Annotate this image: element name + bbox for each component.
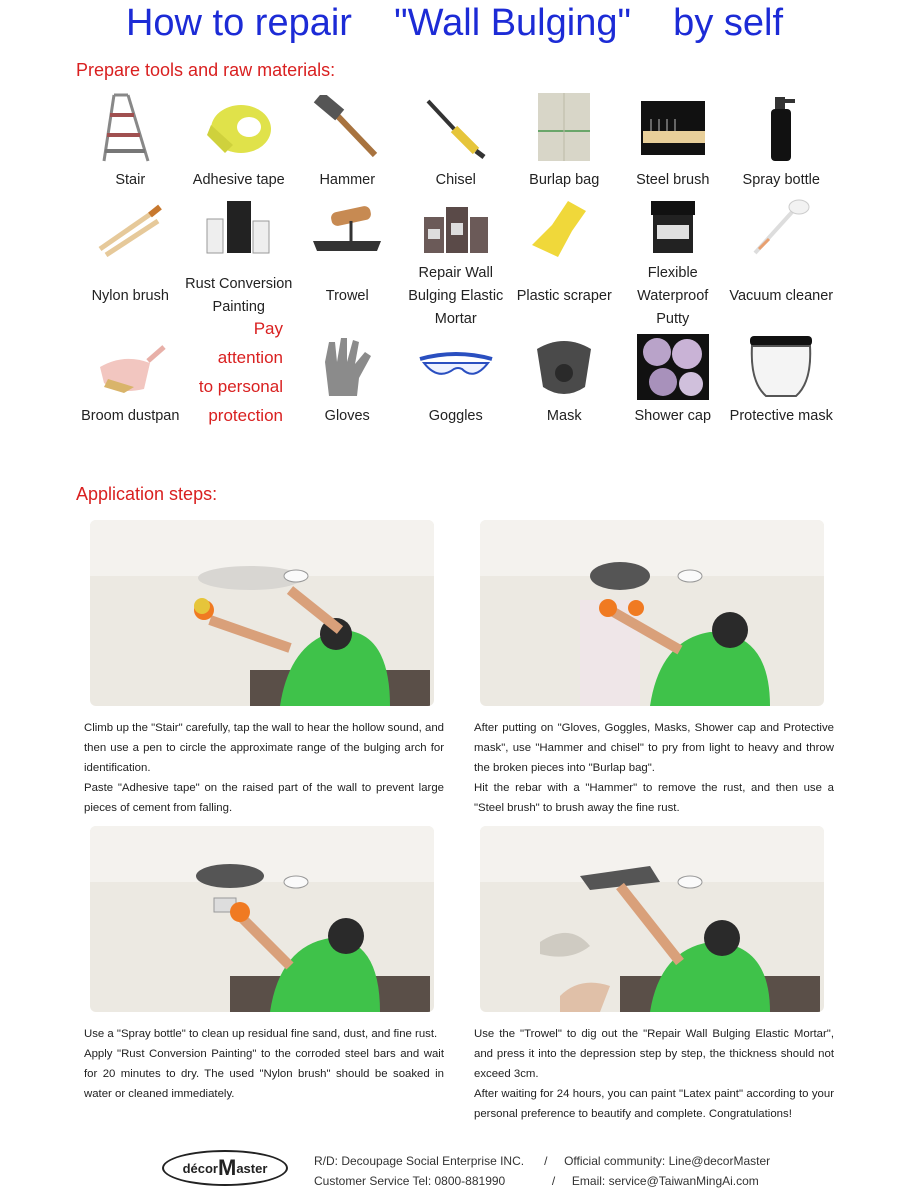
decormaster-logo: décor M aster: [162, 1150, 288, 1186]
steel-brush-icon: [637, 95, 709, 159]
tool-adhesive-tape: [185, 88, 294, 194]
nylon-brush-icon: [94, 197, 166, 257]
putty-jar-icon: [643, 197, 703, 257]
tool-label: Goggles: [428, 407, 483, 424]
vacuum-cleaner-icon: [745, 197, 817, 257]
tool-plastic-scraper: [510, 194, 619, 332]
tool-label: Gloves: [324, 407, 370, 424]
tool-flexible-putty: [619, 194, 728, 332]
tool-label: Flexible Waterproof Putty: [637, 264, 709, 327]
tools-row-1: [76, 88, 836, 194]
step-3-photo: [90, 826, 434, 1012]
step-1-photo: [90, 520, 434, 706]
gloves-icon: [315, 334, 379, 400]
goggles-icon: [418, 347, 494, 387]
tool-label: Rust Conversion Painting: [185, 276, 293, 315]
tool-vacuum-cleaner: [727, 194, 836, 332]
adhesive-tape-icon: [203, 95, 275, 159]
tool-label: Burlap bag: [529, 171, 600, 188]
tool-label: Mask: [546, 407, 582, 424]
tool-label: Steel brush: [636, 171, 710, 188]
spray-bottle-icon: [761, 91, 801, 163]
tool-burlap-bag: [510, 88, 619, 194]
step-4: [474, 826, 834, 1124]
tool-gloves: [293, 332, 402, 430]
step-1-text: Climb up the "Stair" carefully, tap the wall to hear the hollow sound, and then use a pen to circle the approximate range of the bulging arch for identification. Paste "Adhesive tape" on the raised part of the wall to prevent large pieces of cement from falling.: [84, 722, 444, 814]
step-4-photo: [480, 826, 824, 1012]
stair-icon: [100, 91, 160, 163]
tool-mask: [510, 332, 619, 430]
tool-label: Chisel: [435, 171, 476, 188]
tool-chisel: [402, 88, 511, 194]
steps-heading: Application steps:: [76, 484, 218, 504]
tool-label: Spray bottle: [742, 171, 820, 188]
plastic-scraper-icon: [528, 197, 600, 257]
tool-label: Plastic scraper: [516, 287, 612, 304]
tool-nylon-brush: [76, 194, 185, 332]
tool-repair-mortar: [402, 194, 511, 332]
tool-spray-bottle: [727, 88, 836, 194]
paint-can-icon: [203, 197, 275, 257]
step-2-text: After putting on "Gloves, Goggles, Masks, Shower cap and Protective mask", use "Hammer and chisel" to pry from light to heavy and throw the broken pieces into "Burlap bag". Hit the rebar with a "Hammer" to remove the rust, and then use a "Steel brush" to brush away the fine rust.: [474, 722, 834, 814]
tools-grid: [76, 88, 836, 430]
tool-hammer: [293, 88, 402, 194]
tool-stair: [76, 88, 185, 194]
tool-steel-brush: [619, 88, 728, 194]
broom-dustpan-icon: [94, 337, 166, 397]
chisel-icon: [420, 95, 492, 159]
tool-label: Stair: [115, 171, 146, 188]
tool-label: Trowel: [325, 287, 369, 304]
tool-label: Vacuum cleaner: [729, 287, 834, 304]
face-shield-icon: [746, 332, 816, 402]
personal-protection-note: [185, 310, 294, 430]
step-2-photo: [480, 520, 824, 706]
mask-icon: [529, 335, 599, 399]
tool-protective-mask: [727, 332, 836, 430]
mortar-jars-icon: [420, 197, 492, 257]
trowel-icon: [311, 197, 383, 257]
step-3-text: Use a "Spray bottle" to clean up residual fine sand, dust, and fine rust. Apply "Rust Conversion Painting" to the corroded steel bars and wait for 20 minutes to dry. The used "Nylon brush" should be soaked in water or cleaned immediately.: [84, 1028, 444, 1100]
tool-label: Protective mask: [729, 407, 833, 424]
tool-trowel: [293, 194, 402, 332]
tool-label: Repair Wall Bulging Elastic Mortar: [408, 264, 504, 327]
tool-label: Nylon brush: [91, 287, 169, 304]
step-4-text: Use the "Trowel" to dig out the "Repair Wall Bulging Elastic Mortar", and press it into the depression step by step, the thickness should not exceed 3cm. After waiting for 24 hours, you can paint "Latex paint" according to your personal preference to beautify and complete. Congratulations!: [474, 1028, 834, 1120]
tool-label: Shower cap: [634, 407, 712, 424]
burlap-bag-icon: [532, 91, 596, 163]
step-3: [84, 826, 444, 1104]
tool-broom-dustpan: [76, 332, 185, 430]
footer-line-2: Customer Service Tel: 0800-881990 / Email: service@TaiwanMingAi.com: [314, 1174, 759, 1188]
footer-line-1: R/D: Decoupage Social Enterprise INC. / Official community: Line@decorMaster: [314, 1154, 771, 1168]
shower-cap-icon: [637, 334, 709, 400]
tool-label: Hammer: [319, 171, 376, 188]
step-1: [84, 520, 444, 818]
page-title: How to repair "Wall Bulging" by self: [125, 2, 784, 44]
step-2: [474, 520, 834, 818]
tools-row-3: [76, 319, 836, 430]
tool-label: Adhesive tape: [192, 171, 285, 188]
tool-shower-cap: [619, 332, 728, 430]
hammer-icon: [311, 95, 383, 159]
tool-goggles: [402, 332, 511, 430]
tools-heading: Prepare tools and raw materials:: [76, 60, 336, 80]
attention-text: Pay attention to personal protection: [198, 319, 283, 425]
tool-label: Broom dustpan: [81, 407, 180, 424]
